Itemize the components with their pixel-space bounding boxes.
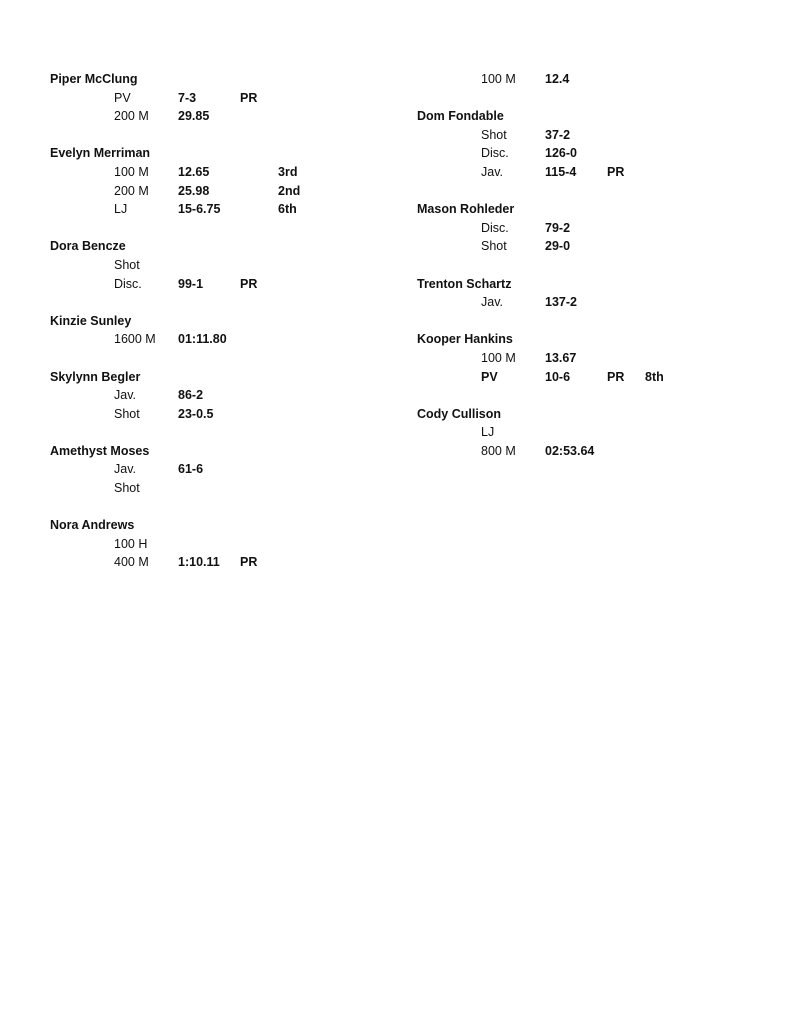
result-row — [50, 107, 380, 126]
athlete-name: Nora Andrews — [50, 518, 135, 533]
result-mark: 99-1 — [178, 276, 204, 291]
event-name: Shot — [114, 257, 140, 272]
spacer — [50, 126, 380, 145]
result-row — [417, 219, 747, 238]
result-row — [50, 535, 380, 554]
athlete-block — [50, 442, 380, 498]
result-mark: 15-6.75 — [178, 202, 221, 217]
place-finish: 6th — [278, 202, 297, 217]
result-row — [50, 479, 380, 498]
event-name: Shot — [481, 127, 507, 142]
spacer — [50, 293, 380, 312]
event-name: Jav. — [481, 164, 503, 179]
spacer — [417, 182, 747, 201]
event-name: 100 M — [481, 72, 516, 86]
result-mark: 29-0 — [545, 239, 571, 254]
event-name: LJ — [114, 202, 128, 217]
athlete-block — [50, 312, 380, 349]
place-finish: 2nd — [278, 183, 301, 198]
event-name: Shot — [114, 481, 140, 496]
result-mark: 13.67 — [545, 350, 577, 365]
athlete-name: Cody Cullison — [417, 406, 502, 421]
result-row — [50, 553, 380, 572]
result-row — [50, 386, 380, 405]
athlete-block — [50, 144, 380, 218]
athlete-block — [417, 107, 747, 181]
athlete-name: Dora Bencze — [50, 239, 126, 254]
result-row — [50, 275, 380, 294]
spacer — [50, 219, 380, 238]
result-row — [417, 293, 747, 312]
event-name: Jav. — [481, 295, 503, 310]
athlete-block — [417, 200, 747, 256]
result-mark: 137-2 — [545, 295, 577, 310]
event-name: 800 M — [481, 443, 516, 458]
event-name: PV — [114, 90, 131, 105]
result-row — [50, 182, 380, 201]
result-row — [50, 256, 380, 275]
result-row — [417, 442, 747, 461]
athlete-name: Kooper Hankins — [417, 332, 513, 347]
pr-badge: PR — [607, 369, 625, 384]
event-name: PV — [481, 369, 498, 384]
spacer — [417, 89, 747, 108]
result-row — [417, 349, 747, 368]
athlete-block — [417, 275, 747, 312]
result-mark: 79-2 — [545, 220, 571, 235]
spacer — [50, 498, 380, 517]
right-results-column — [417, 70, 747, 460]
athlete-name: Amethyst Moses — [50, 443, 150, 458]
athlete-name: Skylynn Begler — [50, 369, 141, 384]
result-row — [50, 460, 380, 479]
athlete-block — [50, 237, 380, 293]
result-row — [417, 70, 747, 89]
pr-badge: PR — [240, 555, 258, 570]
event-name: 200 M — [114, 109, 149, 124]
pr-badge: PR — [240, 90, 258, 105]
result-row — [50, 200, 380, 219]
event-name: 200 M — [114, 183, 149, 198]
result-mark: 61-6 — [178, 462, 204, 477]
result-mark: 37-2 — [545, 127, 571, 142]
result-mark: 1:10.11 — [178, 555, 220, 570]
result-mark: 126-0 — [545, 146, 577, 161]
event-name: LJ — [481, 425, 495, 440]
pr-badge: PR — [607, 164, 625, 179]
spacer — [50, 349, 380, 368]
spacer — [417, 386, 747, 405]
event-name: Disc. — [481, 146, 509, 161]
spacer — [417, 256, 747, 275]
event-name: Disc. — [481, 220, 509, 235]
event-name: Disc. — [114, 276, 142, 291]
athlete-block — [417, 330, 747, 386]
result-row — [50, 405, 380, 424]
result-mark: 12.65 — [178, 164, 210, 179]
event-name: 400 M — [114, 555, 149, 570]
spacer — [50, 423, 380, 442]
result-mark: 01:11.80 — [178, 332, 227, 347]
result-row — [417, 163, 747, 182]
result-row — [50, 163, 380, 182]
event-name: 100 M — [481, 350, 516, 365]
place-finish: 8th — [645, 369, 664, 384]
result-mark: 115-4 — [545, 164, 577, 179]
athlete-block — [50, 70, 380, 126]
athlete-name: Kinzie Sunley — [50, 313, 132, 328]
left-results-column — [50, 70, 380, 572]
result-mark: 10-6 — [545, 369, 571, 384]
result-mark: 7-3 — [178, 90, 197, 105]
pr-badge: PR — [240, 276, 258, 291]
athlete-name: Piper McClung — [50, 72, 138, 86]
result-row — [417, 423, 747, 442]
result-mark: 12.4 — [545, 72, 570, 86]
event-name: 1600 M — [114, 332, 156, 347]
event-name: 100 M — [114, 164, 149, 179]
result-row — [417, 144, 747, 163]
athlete-name: Mason Rohleder — [417, 202, 515, 217]
result-row — [50, 330, 380, 349]
result-row — [50, 89, 380, 108]
result-mark: 29.85 — [178, 109, 210, 124]
result-row — [417, 126, 747, 145]
event-name: Shot — [114, 406, 140, 421]
event-name: Shot — [481, 239, 507, 254]
event-name: Jav. — [114, 462, 136, 477]
result-mark: 02:53.64 — [545, 443, 595, 458]
athlete-block — [50, 516, 380, 572]
result-mark: 86-2 — [178, 388, 204, 403]
event-name: 100 H — [114, 536, 148, 551]
athlete-name: Trenton Schartz — [417, 276, 512, 291]
result-row — [417, 368, 747, 387]
place-finish: 3rd — [278, 164, 298, 179]
athlete-block — [417, 405, 747, 461]
result-mark: 23-0.5 — [178, 406, 214, 421]
result-row — [417, 237, 747, 256]
event-name: Jav. — [114, 388, 136, 403]
athlete-name: Evelyn Merriman — [50, 146, 151, 161]
athlete-name: Dom Fondable — [417, 109, 504, 124]
spacer — [417, 312, 747, 331]
result-mark: 25.98 — [178, 183, 210, 198]
athlete-block — [50, 368, 380, 424]
